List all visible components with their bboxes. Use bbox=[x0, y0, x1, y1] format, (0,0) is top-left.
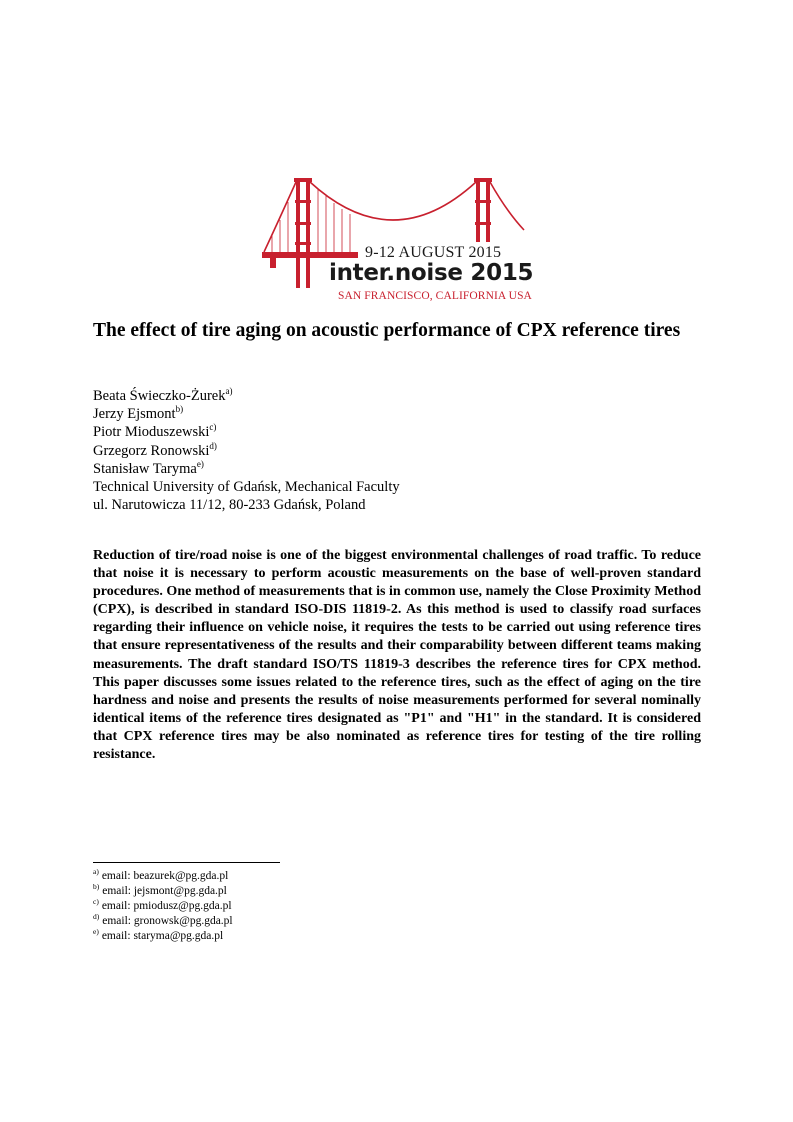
footnote-divider bbox=[93, 862, 280, 863]
author-name: Beata Świeczko-Żurek bbox=[93, 388, 226, 404]
author-line bbox=[93, 387, 693, 405]
author-name: Grzegorz Ronowski bbox=[93, 442, 210, 459]
footnote-email: email: staryma@pg.gda.pl bbox=[101, 930, 224, 942]
footnote-mark: b) bbox=[93, 882, 100, 891]
author-mark: c) bbox=[209, 422, 217, 433]
conference-logo bbox=[262, 172, 532, 306]
author-block bbox=[93, 387, 693, 514]
author-mark: b) bbox=[175, 404, 184, 415]
footnote bbox=[93, 929, 233, 944]
author-line bbox=[93, 405, 693, 423]
affiliation: Technical University of Gdańsk, Mechanical Faculty bbox=[93, 479, 400, 496]
conference-brand: inter.noise 2015 bbox=[329, 260, 534, 286]
author-line bbox=[93, 442, 693, 460]
footnote-mark: c) bbox=[93, 897, 99, 906]
footnote bbox=[93, 899, 233, 914]
author-line bbox=[93, 460, 693, 478]
footnote-mark: e) bbox=[93, 927, 99, 936]
author-name: Jerzy Ejsmont bbox=[93, 406, 176, 423]
conference-location: SAN FRANCISCO, CALIFORNIA USA bbox=[338, 290, 532, 302]
footnotes bbox=[93, 869, 233, 944]
author-mark: e) bbox=[196, 458, 204, 469]
conference-date: 9-12 AUGUST 2015 bbox=[365, 244, 502, 261]
abstract: Reduction of tire/road noise is one of the biggest environmental challenges of road traffic. To reduce that noise it is necessary to perform acoustic measurements on the base of well-proven standard procedures. One method of measurements that is in common use, namely the Close Proximity Method (CPX), is described in standard ISO-DIS 11819-2. As this method is used to classify road surfaces regarding their influence on vehicle noise, it requires the tests to be carried out using reference tires that ensure representativeness of the results and their comparability between different teams making measurements. The draft standard ISO/TS 11819-3 describes the reference tires for CPX method. This paper discusses some issues related to the reference tires, such as the effect of aging on the tire hardness and noise and presents the results of noise measurements performed for several nominally identical items of the reference tires designated as "P1" and "H1" in the standard. It is considered that CPX reference tires may be also nominated as reference tires for testing of the tire rolling resistance. bbox=[93, 548, 701, 763]
paper-title: The effect of tire aging on acoustic performance of CPX reference tires bbox=[93, 320, 681, 341]
footnote bbox=[93, 869, 233, 884]
footnote-email: email: gronowsk@pg.gda.pl bbox=[102, 915, 233, 927]
footnote-mark: a) bbox=[93, 867, 99, 876]
footnote-mark: d) bbox=[93, 912, 100, 921]
footnote-email: email: beazurek@pg.gda.pl bbox=[101, 870, 229, 882]
author-mark: a) bbox=[225, 386, 233, 396]
footnote-email: email: pmiodusz@pg.gda.pl bbox=[101, 900, 232, 912]
footnote-email: email: jejsmont@pg.gda.pl bbox=[102, 885, 227, 897]
author-mark: d) bbox=[209, 440, 217, 451]
author-name: Stanisław Taryma bbox=[93, 460, 197, 477]
author-line bbox=[93, 423, 693, 441]
footnote bbox=[93, 884, 233, 899]
author-name: Piotr Mioduszewski bbox=[93, 424, 210, 441]
address: ul. Narutowicza 11/12, 80-233 Gdańsk, Poland bbox=[93, 497, 366, 514]
footnote bbox=[93, 914, 233, 929]
